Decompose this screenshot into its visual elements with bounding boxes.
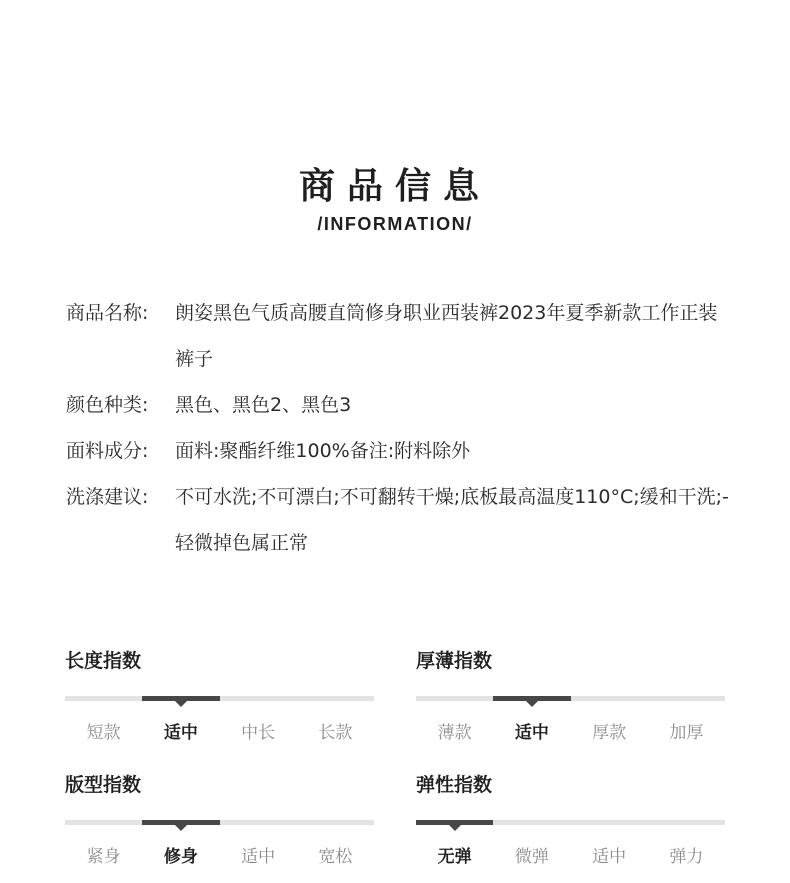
info-value: 不可水洗;不可漂白;不可翻转干燥;底板最高温度110°C;缓和干洗;- 轻微掉色属正常 xyxy=(175,486,729,554)
index-option: 长款 xyxy=(318,723,353,743)
index-title: 长度指数 xyxy=(65,650,142,672)
info-value: 面料:聚酯纤维100%备注:附料除外 xyxy=(175,440,471,462)
info-row-care xyxy=(66,474,736,566)
index-option: 中长 xyxy=(241,723,276,743)
info-row-name xyxy=(66,290,736,382)
index-option: 微弹 xyxy=(514,847,549,867)
index-option: 加厚 xyxy=(669,723,704,743)
index-option: 厚款 xyxy=(592,723,627,743)
index-pointer-icon xyxy=(175,825,187,831)
index-option: 紧身 xyxy=(86,847,121,867)
index-option: 修身 xyxy=(163,847,198,867)
index-track xyxy=(416,820,725,825)
index-option: 弹力 xyxy=(669,847,704,867)
info-value: 朗姿黑色气质高腰直筒修身职业西装裤2023年夏季新款工作正装裤子 xyxy=(175,302,718,370)
index-track xyxy=(65,820,374,825)
info-value: 黑色、黑色2、黑色3 xyxy=(175,394,352,416)
info-row-colors xyxy=(66,382,736,428)
index-options xyxy=(416,842,725,867)
index-option: 适中 xyxy=(514,723,549,743)
product-info-list xyxy=(66,290,736,566)
info-label: 面料成分: xyxy=(66,440,149,462)
index-track xyxy=(416,696,725,701)
elasticity-index xyxy=(416,770,725,867)
index-options xyxy=(65,718,374,743)
info-row-fabric xyxy=(66,428,736,474)
index-option: 适中 xyxy=(163,723,198,743)
index-title: 弹性指数 xyxy=(416,774,493,796)
index-track xyxy=(65,696,374,701)
length-index xyxy=(65,646,374,743)
info-label: 颜色种类: xyxy=(66,394,149,416)
index-options xyxy=(416,718,725,743)
index-option: 短款 xyxy=(86,723,121,743)
info-label: 商品名称: xyxy=(66,302,149,324)
index-option: 适中 xyxy=(592,847,627,867)
index-pointer-icon xyxy=(175,701,187,707)
section-title: 商品信息 xyxy=(298,166,491,207)
section-subtitle: /INFORMATION/ xyxy=(317,214,473,234)
index-title: 厚薄指数 xyxy=(416,650,493,672)
fit-index xyxy=(65,770,374,867)
index-option: 薄款 xyxy=(437,723,472,743)
index-pointer-icon xyxy=(526,701,538,707)
index-option: 适中 xyxy=(241,847,276,867)
thickness-index xyxy=(416,646,725,743)
index-options xyxy=(65,842,374,867)
index-option: 无弹 xyxy=(437,847,472,867)
index-option: 宽松 xyxy=(318,847,353,867)
info-label: 洗涤建议: xyxy=(66,486,149,508)
index-title: 版型指数 xyxy=(65,774,142,796)
index-pointer-icon xyxy=(449,825,461,831)
